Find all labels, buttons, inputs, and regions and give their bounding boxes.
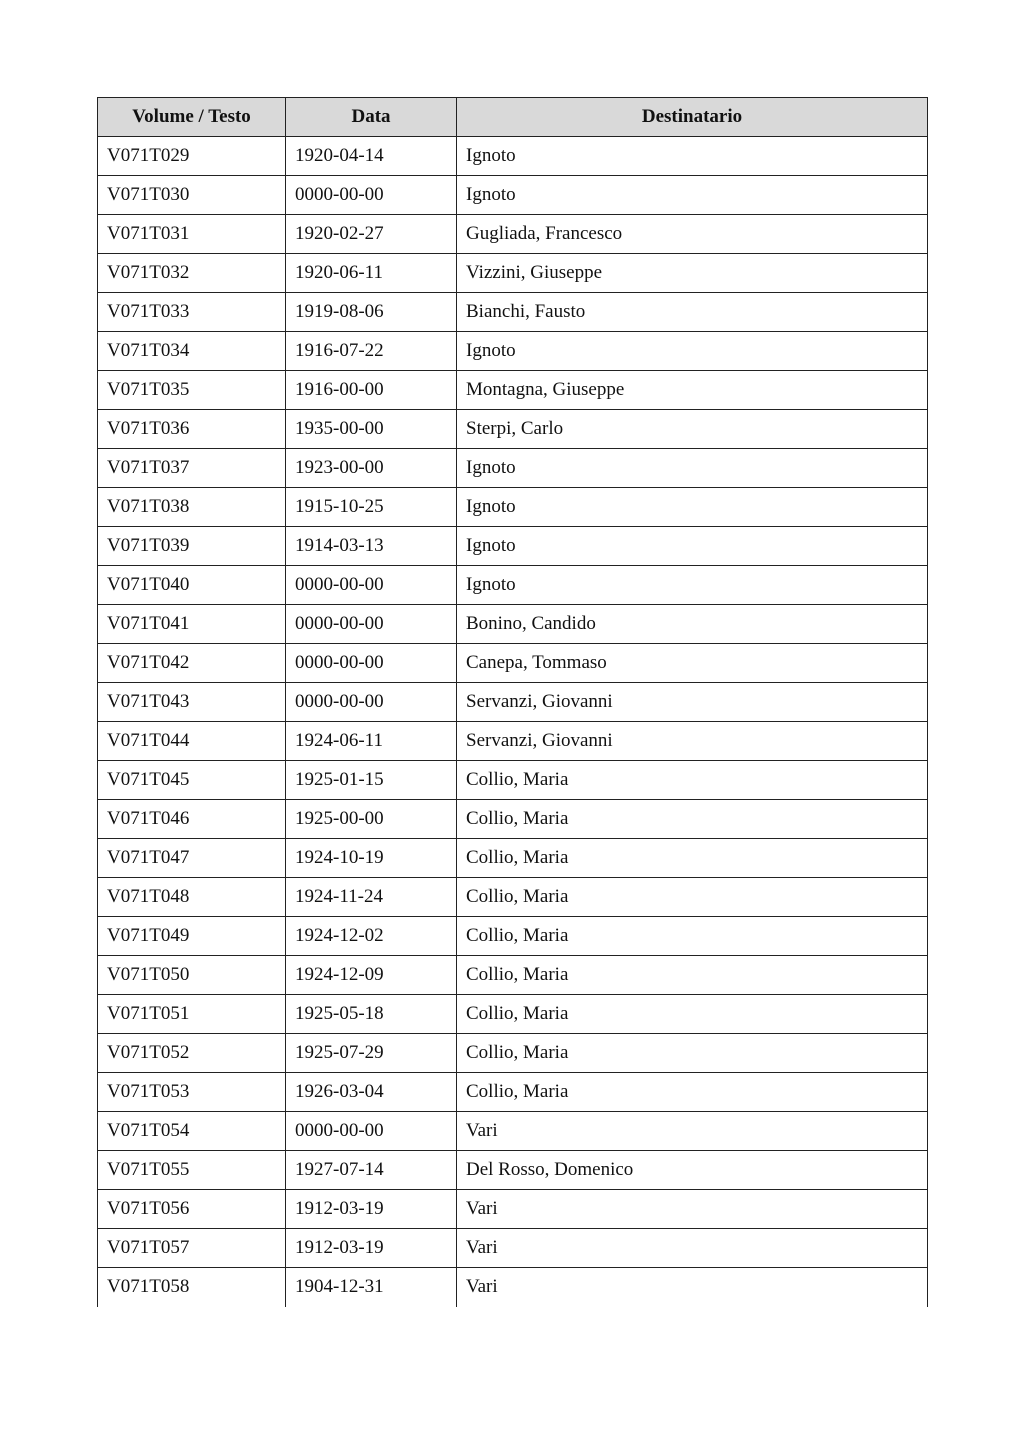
cell-destinatario: Canepa, Tommaso: [457, 644, 928, 683]
cell-destinatario: Ignoto: [457, 176, 928, 215]
cell-volume-testo: V071T035: [98, 371, 286, 410]
table-row: [98, 800, 928, 839]
cell-volume-testo: V071T058: [98, 1268, 286, 1307]
cell-data: 1924-12-09: [286, 956, 457, 995]
table-row: [98, 410, 928, 449]
cell-destinatario: Vari: [457, 1112, 928, 1151]
table-row: [98, 371, 928, 410]
cell-data: 1916-07-22: [286, 332, 457, 371]
cell-destinatario: Vari: [457, 1229, 928, 1268]
cell-data: 1920-04-14: [286, 137, 457, 176]
cell-data: 1925-00-00: [286, 800, 457, 839]
cell-volume-testo: V071T034: [98, 332, 286, 371]
table-row: [98, 1034, 928, 1073]
cell-volume-testo: V071T039: [98, 527, 286, 566]
cell-volume-testo: V071T037: [98, 449, 286, 488]
table-row: [98, 1073, 928, 1112]
table-row: [98, 566, 928, 605]
cell-destinatario: Vari: [457, 1190, 928, 1229]
cell-destinatario: Ignoto: [457, 137, 928, 176]
cell-destinatario: Collio, Maria: [457, 956, 928, 995]
table-row: [98, 917, 928, 956]
table-row: [98, 956, 928, 995]
table-row: [98, 644, 928, 683]
cell-destinatario: Ignoto: [457, 566, 928, 605]
cell-volume-testo: V071T030: [98, 176, 286, 215]
table-row: [98, 995, 928, 1034]
table-row: [98, 176, 928, 215]
table-row: [98, 722, 928, 761]
cell-volume-testo: V071T031: [98, 215, 286, 254]
cell-volume-testo: V071T057: [98, 1229, 286, 1268]
cell-data: 1924-10-19: [286, 839, 457, 878]
table-row: [98, 1268, 928, 1307]
cell-data: 0000-00-00: [286, 605, 457, 644]
cell-data: 1916-00-00: [286, 371, 457, 410]
cell-destinatario: Montagna, Giuseppe: [457, 371, 928, 410]
cell-volume-testo: V071T046: [98, 800, 286, 839]
cell-destinatario: Bianchi, Fausto: [457, 293, 928, 332]
cell-destinatario: Vizzini, Giuseppe: [457, 254, 928, 293]
cell-volume-testo: V071T041: [98, 605, 286, 644]
cell-data: 1935-00-00: [286, 410, 457, 449]
cell-destinatario: Collio, Maria: [457, 800, 928, 839]
cell-volume-testo: V071T054: [98, 1112, 286, 1151]
table-row: [98, 1151, 928, 1190]
cell-destinatario: Gugliada, Francesco: [457, 215, 928, 254]
table-row: [98, 293, 928, 332]
cell-data: 1926-03-04: [286, 1073, 457, 1112]
header-row: [98, 98, 928, 137]
table-row: [98, 332, 928, 371]
cell-destinatario: Collio, Maria: [457, 917, 928, 956]
cell-volume-testo: V071T036: [98, 410, 286, 449]
cell-data: 0000-00-00: [286, 644, 457, 683]
cell-data: 1912-03-19: [286, 1190, 457, 1229]
cell-data: 1924-11-24: [286, 878, 457, 917]
table-row: [98, 605, 928, 644]
cell-volume-testo: V071T042: [98, 644, 286, 683]
table-row: [98, 137, 928, 176]
table-row: [98, 839, 928, 878]
records-table: [97, 97, 928, 1307]
cell-data: 1923-00-00: [286, 449, 457, 488]
cell-data: 1920-02-27: [286, 215, 457, 254]
cell-data: 1925-05-18: [286, 995, 457, 1034]
cell-volume-testo: V071T048: [98, 878, 286, 917]
table-row: [98, 1112, 928, 1151]
table-row: [98, 215, 928, 254]
cell-destinatario: Ignoto: [457, 332, 928, 371]
cell-data: 1915-10-25: [286, 488, 457, 527]
cell-data: 1924-06-11: [286, 722, 457, 761]
table-body: [98, 137, 928, 1307]
cell-destinatario: Collio, Maria: [457, 1034, 928, 1073]
cell-destinatario: Sterpi, Carlo: [457, 410, 928, 449]
cell-volume-testo: V071T052: [98, 1034, 286, 1073]
table-row: [98, 449, 928, 488]
cell-volume-testo: V071T040: [98, 566, 286, 605]
cell-volume-testo: V071T055: [98, 1151, 286, 1190]
cell-data: 1919-08-06: [286, 293, 457, 332]
cell-volume-testo: V071T051: [98, 995, 286, 1034]
cell-volume-testo: V071T045: [98, 761, 286, 800]
table-row: [98, 1229, 928, 1268]
cell-data: 0000-00-00: [286, 566, 457, 605]
header-volume-testo: Volume / Testo: [98, 98, 286, 137]
cell-data: 0000-00-00: [286, 683, 457, 722]
cell-data: 1920-06-11: [286, 254, 457, 293]
cell-volume-testo: V071T053: [98, 1073, 286, 1112]
cell-data: 1904-12-31: [286, 1268, 457, 1307]
cell-destinatario: Collio, Maria: [457, 761, 928, 800]
cell-destinatario: Ignoto: [457, 488, 928, 527]
cell-destinatario: Servanzi, Giovanni: [457, 683, 928, 722]
table-row: [98, 683, 928, 722]
table-row: [98, 488, 928, 527]
cell-volume-testo: V071T047: [98, 839, 286, 878]
table-row: [98, 1190, 928, 1229]
cell-volume-testo: V071T029: [98, 137, 286, 176]
header-data: Data: [286, 98, 457, 137]
cell-volume-testo: V071T032: [98, 254, 286, 293]
cell-volume-testo: V071T044: [98, 722, 286, 761]
header-destinatario: Destinatario: [457, 98, 928, 137]
cell-data: 0000-00-00: [286, 176, 457, 215]
table-header: [98, 98, 928, 137]
cell-destinatario: Bonino, Candido: [457, 605, 928, 644]
table-row: [98, 761, 928, 800]
table-row: [98, 254, 928, 293]
cell-data: 1914-03-13: [286, 527, 457, 566]
cell-destinatario: Servanzi, Giovanni: [457, 722, 928, 761]
cell-volume-testo: V071T038: [98, 488, 286, 527]
table-row: [98, 527, 928, 566]
cell-data: 1912-03-19: [286, 1229, 457, 1268]
cell-destinatario: Collio, Maria: [457, 878, 928, 917]
cell-volume-testo: V071T050: [98, 956, 286, 995]
cell-data: 1925-01-15: [286, 761, 457, 800]
cell-volume-testo: V071T043: [98, 683, 286, 722]
cell-destinatario: Del Rosso, Domenico: [457, 1151, 928, 1190]
cell-destinatario: Ignoto: [457, 449, 928, 488]
table-row: [98, 878, 928, 917]
cell-destinatario: Collio, Maria: [457, 839, 928, 878]
cell-destinatario: Vari: [457, 1268, 928, 1307]
cell-data: 1927-07-14: [286, 1151, 457, 1190]
cell-volume-testo: V071T033: [98, 293, 286, 332]
cell-data: 1925-07-29: [286, 1034, 457, 1073]
cell-volume-testo: V071T056: [98, 1190, 286, 1229]
cell-destinatario: Collio, Maria: [457, 1073, 928, 1112]
cell-destinatario: Ignoto: [457, 527, 928, 566]
cell-destinatario: Collio, Maria: [457, 995, 928, 1034]
cell-data: 1924-12-02: [286, 917, 457, 956]
cell-data: 0000-00-00: [286, 1112, 457, 1151]
cell-volume-testo: V071T049: [98, 917, 286, 956]
